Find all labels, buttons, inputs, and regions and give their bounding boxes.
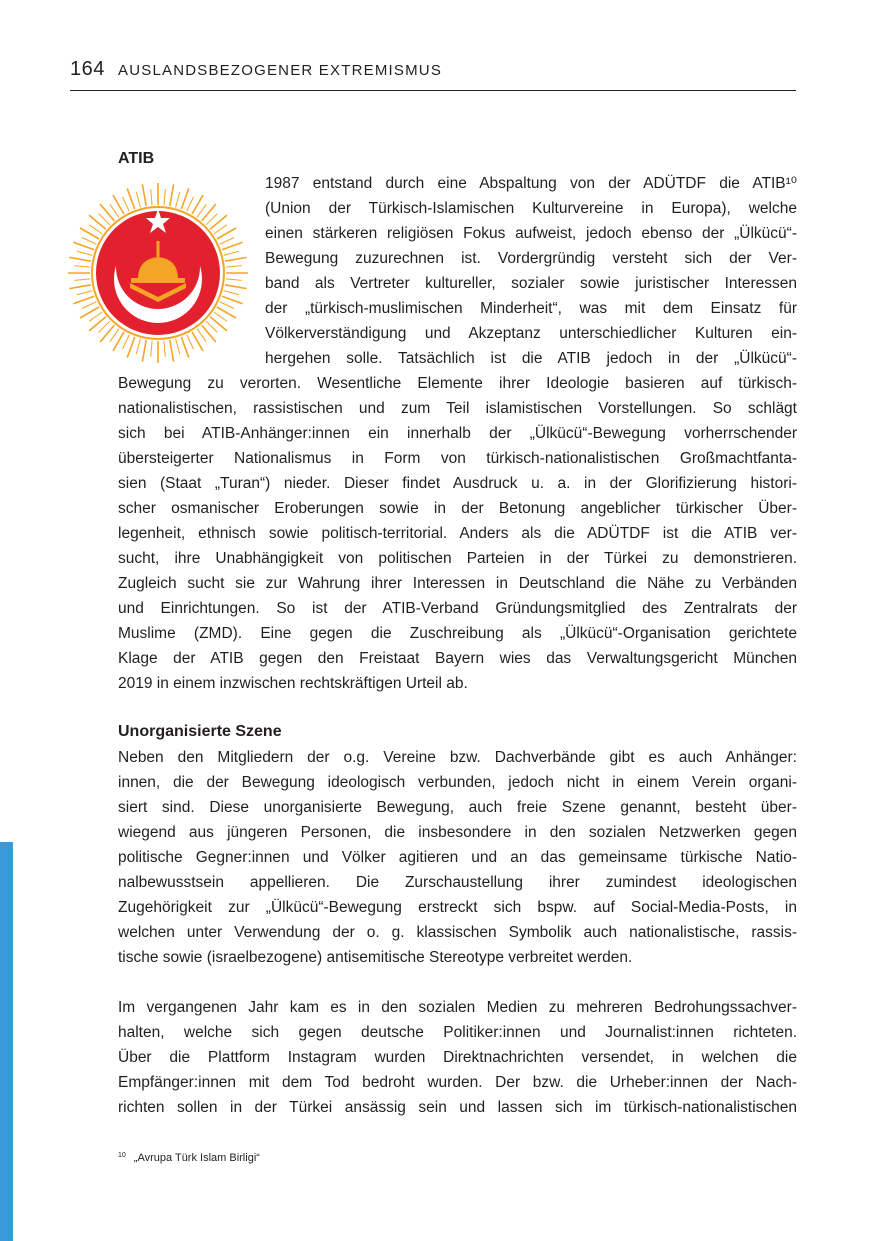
emblem-ray [170, 340, 174, 362]
text-line: Bewegung zuzurechnen ist. Vordergründig versteht sich der Ver- [265, 250, 797, 267]
emblem-ray [123, 197, 130, 212]
emblem-ray [202, 204, 216, 221]
emblem-ray [136, 192, 140, 207]
emblem-ray [110, 204, 119, 217]
text-line: Völkerverständigung und Akzeptanz unterschiedlicher Kulturen ein- [265, 325, 797, 342]
threats-body-text [118, 995, 797, 1120]
text-line: welchen unter Verwendung der o. g. klassischen Symbolik auch nationalistische, rassis- [118, 924, 797, 941]
emblem-ray [127, 337, 135, 358]
emblem-ray [77, 251, 92, 255]
text-line: halten, welche sich gegen deutsche Politiker:innen und Journalist:innen richteten. [118, 1024, 797, 1041]
text-line: band als Vertreter kultureller, sozialer sowie juristischer Interessen [265, 275, 797, 292]
emblem-ray [82, 238, 97, 245]
emblem-ray [151, 341, 152, 357]
text-line: 2019 in einem inzwischen rechtskräftigen Urteil ab. [118, 675, 468, 692]
emblem-ray [77, 291, 92, 295]
emblem-ray [226, 266, 242, 267]
emblem-ray [222, 296, 243, 304]
text-line: innen, die der Bewegung ideologisch verbunden, jedoch nicht in einem Verein organi- [118, 774, 797, 791]
text-line: Zugehörigkeit zur „Ülkücü“-Bewegung erstreckt sich bspw. auf Social-Media-Posts, in [118, 899, 797, 916]
page-number: 164 [70, 58, 105, 80]
text-line: tische sowie (israelbezogene) antisemitische Stereotype verbreitet werden. [118, 949, 633, 966]
emblem-ray [214, 312, 227, 321]
emblem-ray [225, 257, 247, 261]
emblem-ray [176, 192, 180, 207]
emblem-ray [89, 225, 102, 234]
section-heading-atib: ATIB [118, 150, 155, 167]
text-line: Zugleich sucht sie zur Wahrung ihrer Interessen in Deutschland die Nähe zu Verbänden [118, 575, 797, 592]
footnote [118, 1152, 260, 1164]
emblem-ray [224, 251, 239, 255]
emblem-ray [151, 189, 152, 205]
emblem-ray [181, 188, 189, 209]
text-line: wiegend aus jüngeren Personen, die insbesondere in den sozialen Netzwerken gegen [118, 824, 797, 841]
text-line: richten sollen in der Türkei ansässig sein und lassen sich im türkisch-nationalistischen [118, 1099, 797, 1116]
emblem-ray [170, 184, 174, 206]
emblem-ray [164, 341, 165, 357]
emblem-ray [210, 317, 227, 331]
text-line: 1987 entstand durch eine Abspaltung von der ADÜTDF die ATIB¹⁰ [265, 175, 797, 192]
emblem-ray [73, 242, 94, 250]
emblem-ray [82, 302, 97, 309]
text-line: sien (Staat „Turan“) nieder. Dieser findet Ausdruck u. a. in der Glorifizierung histori- [118, 475, 797, 492]
emblem-ray [136, 339, 140, 354]
atib-wrapped-text [265, 171, 797, 371]
text-line: sich bei ATIB-Anhänger:innen ein innerhalb der „Ülkücü“-Bewegung vorherrschender [118, 425, 797, 442]
emblem-ray [73, 296, 94, 304]
emblem-ray [181, 337, 189, 358]
emblem-ray [123, 335, 130, 350]
emblem-ray [100, 325, 114, 342]
text-line: der „türkisch-muslimischen Minderheit“, was mit dem Einsatz für [265, 300, 797, 317]
emblem-ray [214, 225, 227, 234]
emblem-ray [89, 312, 102, 321]
emblem-ray [222, 242, 243, 250]
emblem-ray [99, 321, 110, 332]
text-line: Neben den Mitgliedern der o.g. Vereine bzw. Dachverbände gibt es auch Anhänger: [118, 749, 797, 766]
text-line: Im vergangenen Jahr kam es in den sozialen Medien zu mehreren Bedrohungssachver- [118, 999, 797, 1016]
emblem-ray [74, 266, 90, 267]
emblem-ray [142, 340, 146, 362]
text-line: nationalistischen, rassistischen und zum Teil islamistischen Vorstellungen. So schlägt [118, 400, 797, 417]
emblem-ray [225, 285, 247, 289]
emblem-ray [210, 215, 227, 229]
unorganized-body-text [118, 745, 797, 970]
emblem-ray [99, 214, 110, 225]
emblem-ray [69, 285, 91, 289]
text-line: Empfänger:innen mit dem Tod bedroht wurden. Der bzw. die Urheber:innen der Nach- [118, 1074, 797, 1091]
emblem-ray [187, 197, 194, 212]
page-header [70, 58, 796, 91]
text-line: Über die Plattform Instagram wurden Direktnachrichten versendet, in welchen die [118, 1049, 797, 1066]
text-line: scher osmanischer Eroberungen sowie in der Betonung angeblicher türkischer Über- [118, 500, 797, 517]
emblem-ray [127, 188, 135, 209]
emblem-ray [224, 291, 239, 295]
emblem-ray [74, 279, 90, 280]
atib-emblem-icon [68, 183, 248, 363]
text-line: Bewegung zu verorten. Wesentliche Elemente ihrer Ideologie basieren auf türkisch- [118, 375, 797, 392]
emblem-ray [142, 184, 146, 206]
section-heading-unorganized: Unorganisierte Szene [118, 723, 282, 740]
emblem-ray [110, 329, 119, 342]
emblem-ray [89, 215, 106, 229]
emblem-ray [176, 339, 180, 354]
emblem-ray [206, 321, 217, 332]
text-line: übersteigerter Nationalismus in Form von türkisch-nationalistischen Großmachtfanta- [118, 450, 797, 467]
text-line: legenheit, ethnisch sowie politisch-territorial. Anders als die ADÜTDF ist die ATIB ver- [118, 525, 797, 542]
text-line: sucht, ihre Unabhängigkeit von politischen Parteien in der Türkei zu demonstrieren. [118, 550, 797, 567]
accent-side-bar [0, 842, 13, 1241]
emblem-ray [206, 214, 217, 225]
running-title: AUSLANDSBEZOGENER EXTREMISMUS [118, 62, 443, 79]
emblem-ray [220, 238, 235, 245]
emblem-ray [89, 317, 106, 331]
emblem-ray [220, 302, 235, 309]
emblem-ray [164, 189, 165, 205]
emblem-ray [100, 204, 114, 221]
emblem-ray [202, 325, 216, 342]
text-line: einen stärkeren religiösen Fokus aufweist, jedoch ebenso der „Ülkücü“- [265, 225, 797, 242]
text-line: und Einrichtungen. So ist der ATIB-Verband Gründungsmitglied des Zentralrats der [118, 600, 797, 617]
emblem-ray [197, 329, 206, 342]
text-line: (Union der Türkisch-Islamischen Kulturvereine in Europa), welche [265, 200, 797, 217]
text-line: Klage der ATIB gegen den Freistaat Bayern wies das Verwaltungsgericht München [118, 650, 797, 667]
emblem-ray [69, 257, 91, 261]
atib-body-text [118, 371, 797, 696]
emblem-ray [187, 335, 194, 350]
text-line: hergehen solle. Tatsächlich ist die ATIB jedoch in der „Ülkücü“- [265, 350, 797, 367]
text-line: nalbewusstsein appellieren. Die Zurschaustellung ihrer zumindest ideologischen [118, 874, 797, 891]
emblem-ray [226, 279, 242, 280]
footnote-text: „Avrupa Türk Islam Birligi“ [133, 1152, 260, 1164]
footnote-marker: 10 [118, 1152, 126, 1159]
emblem-ray [197, 204, 206, 217]
text-line: Muslime (ZMD). Eine gegen die Zuschreibung als „Ülkücü“-Organisation gerichtete [118, 625, 797, 642]
text-line: siert sind. Diese unorganisierte Bewegung, auch freie Szene genannt, besteht über- [118, 799, 797, 816]
text-line: politische Gegner:innen und Völker agitieren und an das gemeinsame türkische Natio- [118, 849, 797, 866]
